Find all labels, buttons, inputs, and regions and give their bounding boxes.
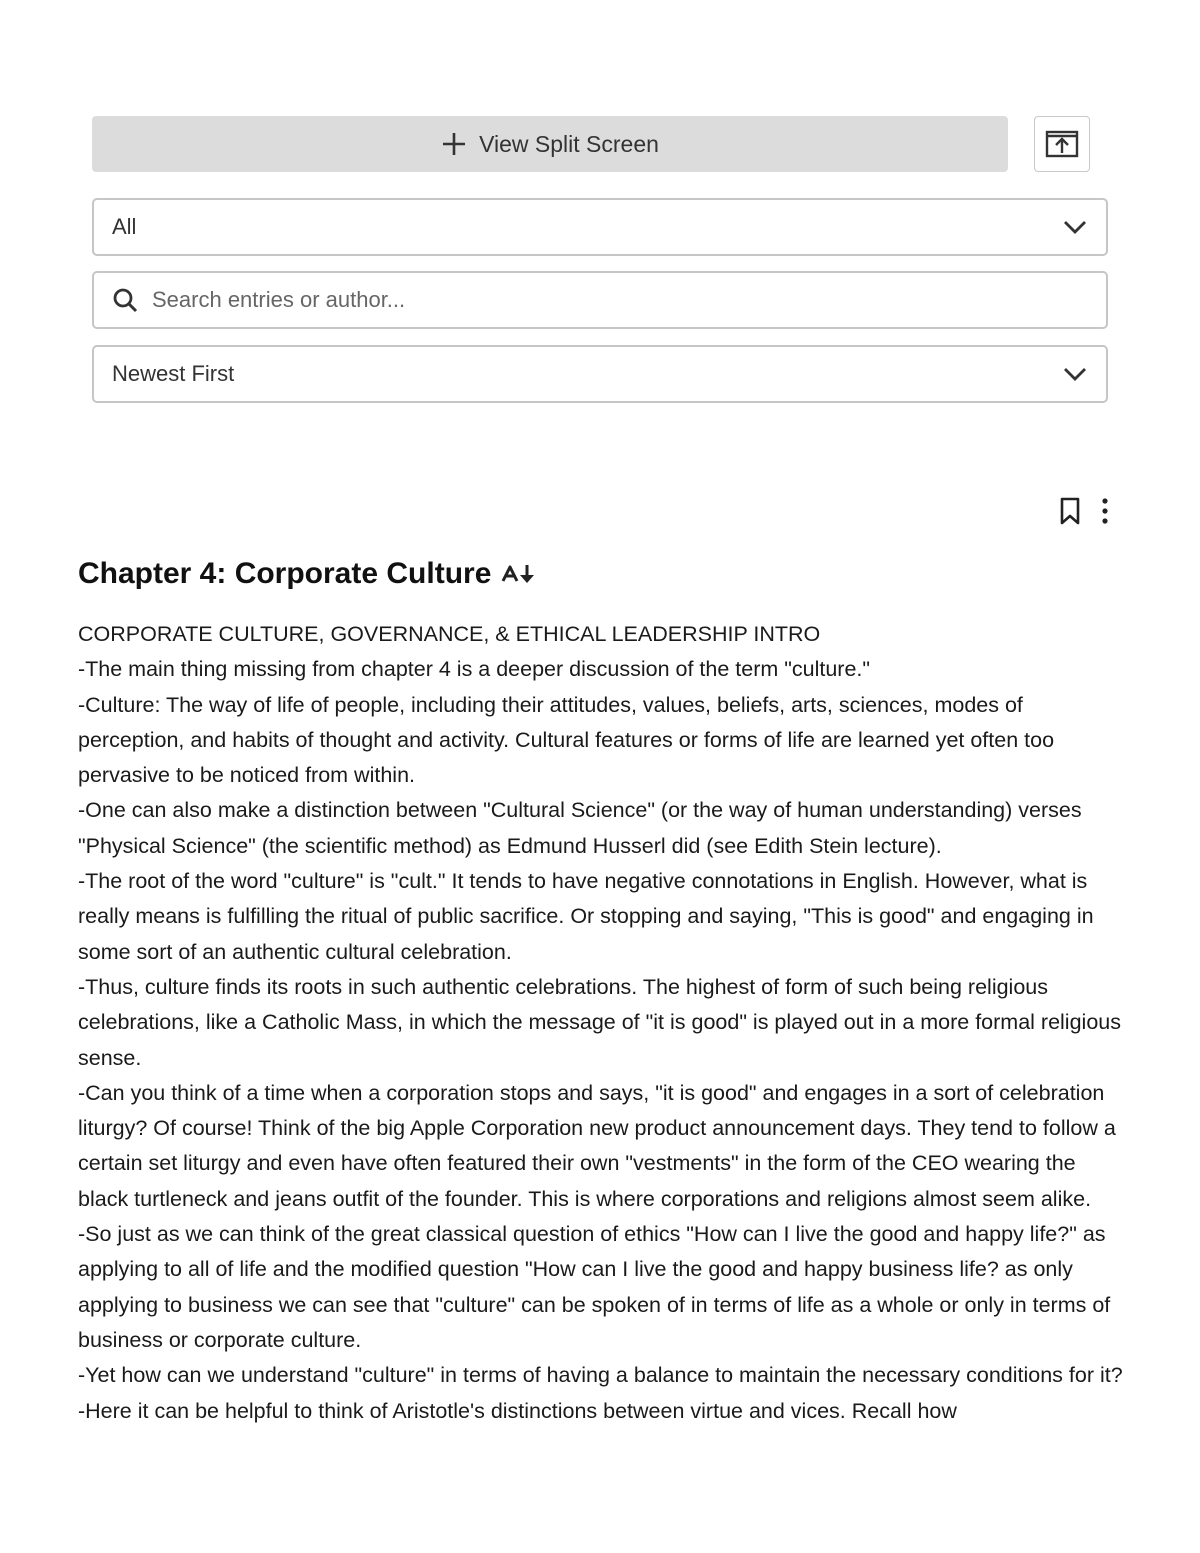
chevron-down-icon xyxy=(1062,361,1088,387)
search-icon xyxy=(112,287,138,313)
entry-title-row xyxy=(78,552,535,596)
search-input[interactable] xyxy=(152,287,1088,313)
entry-body xyxy=(78,617,1128,1429)
sort-order-value: Newest First xyxy=(112,361,235,386)
entry-paragraph: -Culture: The way of life of people, including their attitudes, values, beliefs, arts, sciences, modes of perception, and habits of thought and activity. Cultural features or forms of life are learned yet often too pervasive to be noticed from within. xyxy=(78,692,1055,788)
category-filter-select[interactable] xyxy=(92,198,1108,256)
view-split-screen-label: View Split Screen xyxy=(479,130,659,157)
entry-paragraph: -The root of the word "culture" is "cult." It tends to have negative connotations in English. However, what is really means is fulfilling the ritual of public sacrifice. Or stopping and saying, "This is good" and engaging in some sort of an authentic cultural celebration. xyxy=(78,869,1094,964)
entry-paragraph: -One can also make a distinction between "Cultural Science" (or the way of human understanding) verses "Physical Science" (the scientific method) as Edmund Husserl did (see Edith Stein lecture). xyxy=(78,798,1082,858)
entry-title: Chapter 4: Corporate Culture xyxy=(78,557,492,590)
plus-icon xyxy=(441,131,467,157)
export-button[interactable] xyxy=(1034,116,1090,172)
entry-paragraph: -So just as we can think of the great classical question of ethics "How can I live the good and happy life?" as applying to all of life and the modified question "How can I live the good and happy business life? as only applying to business we can see that "culture" can be spoken of in terms of life as a whole or only in terms of business or corporate culture. xyxy=(78,1222,1111,1352)
entry-paragraph: CORPORATE CULTURE, GOVERNANCE, & ETHICAL LEADERSHIP INTRO xyxy=(78,622,821,646)
search-field[interactable] xyxy=(92,271,1108,329)
upload-to-screen-icon xyxy=(1045,129,1079,159)
chevron-down-icon xyxy=(1062,214,1088,240)
category-filter-value: All xyxy=(112,214,137,239)
entry-paragraph: -Thus, culture finds its roots in such authentic celebrations. The highest of form of such being religious celebrations, like a Catholic Mass, in which the message of "it is good" is played out in a more formal religious sense. xyxy=(78,974,1121,1070)
entry-actions xyxy=(1056,494,1126,528)
entry-paragraph: -Here it can be helpful to think of Aristotle's distinctions between virtue and vices. Recall how xyxy=(78,1398,957,1423)
sort-order-select[interactable] xyxy=(92,345,1108,403)
bookmark-icon[interactable] xyxy=(1056,496,1084,526)
entry-paragraph: -The main thing missing from chapter 4 is a deeper discussion of the term "culture." xyxy=(78,657,871,682)
sort-alpha-down-icon xyxy=(501,561,535,587)
more-vertical-icon[interactable] xyxy=(1098,496,1112,526)
entry-paragraph: -Yet how can we understand "culture" in terms of having a balance to maintain the necessary conditions for it? xyxy=(78,1363,1123,1388)
entry-paragraph: -Can you think of a time when a corporation stops and says, "it is good" and engages in a sort of celebration liturgy? Of course! Think of the big Apple Corporation new product announcement days. They tend to follow a certain set liturgy and even have often featured their own "vestments" in the form of the CEO wearing the black turtleneck and jeans outfit of the founder. This is where corporations and religions almost seem alike. xyxy=(78,1080,1116,1211)
view-split-screen-button[interactable] xyxy=(92,116,1008,172)
toolbar xyxy=(92,116,1092,172)
